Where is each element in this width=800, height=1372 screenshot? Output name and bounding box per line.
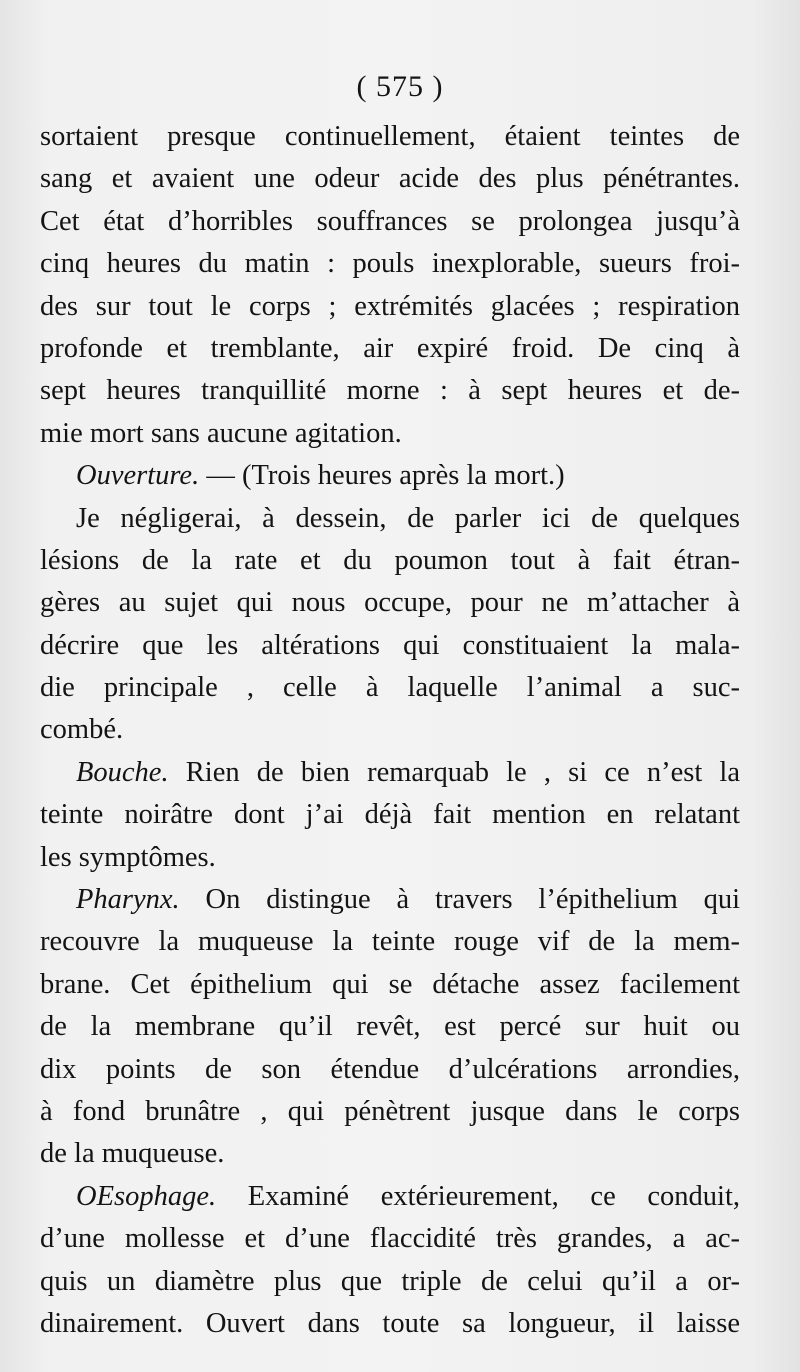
- text-segment: quis un diamètre plus que triple de celui qu’il a or-: [40, 1265, 740, 1297]
- text-segment: recouvre la muqueuse la teinte rouge vif de la mem-: [40, 926, 740, 958]
- text-line: [40, 1176, 740, 1218]
- body-text: [40, 116, 740, 1345]
- text-line: [40, 837, 740, 879]
- text-segment: Examiné extérieurement, ce conduit,: [216, 1180, 740, 1212]
- text-line: [40, 964, 740, 1006]
- text-line: [40, 625, 740, 667]
- text-segment: — (Trois heures après la mort.): [199, 460, 565, 492]
- text-line: [40, 116, 740, 158]
- text-line: [40, 370, 740, 412]
- text-segment: sang et avaient une odeur acide des plus pénétrantes.: [40, 163, 740, 195]
- text-segment: On distingue à travers l’épithelium qui: [179, 884, 740, 916]
- text-segment: Cet état d’horribles souffrances se prolongea jusqu’à: [40, 205, 740, 237]
- text-line: [40, 1049, 740, 1091]
- text-line: [40, 879, 740, 921]
- text-line: [40, 1091, 740, 1133]
- text-line: [40, 413, 740, 455]
- text-line: [40, 752, 740, 794]
- text-line: [40, 1133, 740, 1175]
- text-segment: profonde et tremblante, air expiré froid. De cinq à: [40, 332, 740, 364]
- text-line: [40, 1006, 740, 1048]
- text-segment: cinq heures du matin : pouls inexplorable, sueurs froi-: [40, 248, 740, 280]
- section-heading: Ouverture.: [76, 460, 200, 492]
- text-line: [40, 582, 740, 624]
- text-segment: de la membrane qu’il revêt, est percé sur huit ou: [40, 1011, 740, 1043]
- text-segment: die principale , celle à laquelle l’animal a suc-: [40, 672, 740, 704]
- page-number: ( 575 ): [356, 70, 444, 103]
- text-line: [40, 709, 740, 751]
- text-line: [40, 455, 740, 497]
- text-segment: combé.: [40, 714, 124, 746]
- text-line: [40, 1303, 740, 1345]
- text-line: [40, 540, 740, 582]
- text-segment: d’une mollesse et d’une flaccidité très grandes, a ac-: [40, 1223, 740, 1255]
- section-heading: OEsophage.: [76, 1180, 217, 1212]
- text-segment: lésions de la rate et du poumon tout à fait étran-: [40, 544, 740, 576]
- text-line: [40, 794, 740, 836]
- text-segment: à fond brunâtre , qui pénètrent jusque dans le corps: [40, 1095, 740, 1127]
- text-segment: des sur tout le corps ; extrémités glacées ; respiration: [40, 290, 740, 322]
- text-line: [40, 1218, 740, 1260]
- text-segment: sortaient presque continuellement, étaient teintes de: [40, 121, 740, 152]
- text-line: [40, 667, 740, 709]
- text-line: [40, 158, 740, 200]
- text-line: [40, 921, 740, 963]
- text-segment: sept heures tranquillité morne : à sept heures et de-: [40, 375, 740, 407]
- text-line: [40, 328, 740, 370]
- text-segment: décrire que les altérations qui constituaient la mala-: [40, 629, 740, 661]
- text-segment: les symptômes.: [40, 841, 216, 873]
- text-segment: de la muqueuse.: [40, 1138, 225, 1170]
- text-line: [40, 201, 740, 243]
- text-segment: teinte noirâtre dont j’ai déjà fait mention en relatant: [40, 799, 740, 831]
- text-segment: mie mort sans aucune agitation.: [40, 417, 402, 449]
- section-heading: Pharynx.: [76, 884, 180, 916]
- text-segment: Je négligerai, à dessein, de parler ici de quelques: [76, 502, 740, 534]
- text-segment: dinairement. Ouvert dans toute sa longueur, il laisse: [40, 1307, 740, 1339]
- text-segment: Rien de bien remarquab le , si ce n’est la: [168, 756, 740, 788]
- text-line: [40, 243, 740, 285]
- section-heading: Bouche.: [76, 756, 169, 788]
- text-line: [40, 286, 740, 328]
- text-line: [40, 498, 740, 540]
- text-segment: brane. Cet épithelium qui se détache assez facilement: [40, 968, 740, 1000]
- text-segment: dix points de son étendue d’ulcérations arrondies,: [40, 1053, 740, 1085]
- text-line: [40, 1261, 740, 1303]
- text-segment: gères au sujet qui nous occupe, pour ne m’attacher à: [40, 587, 740, 619]
